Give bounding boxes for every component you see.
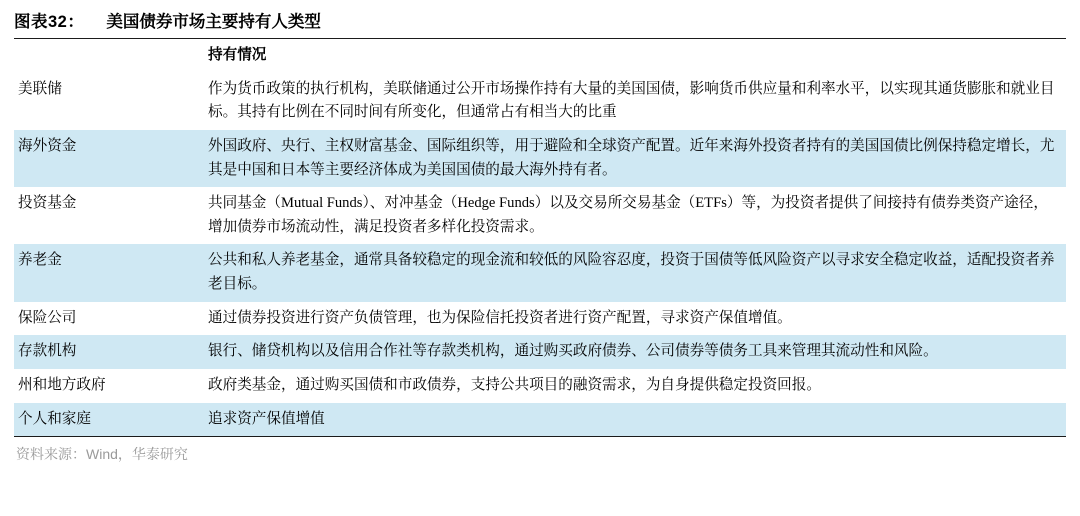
table-row <box>14 302 1066 336</box>
source-note: 资料来源：Wind，华泰研究 <box>16 446 188 463</box>
table-row <box>14 244 1066 301</box>
page-title: 美国债券市场主要持有人类型 <box>106 13 321 31</box>
row-description: 共同基金（Mutual Funds）、对冲基金（Hedge Funds）以及交易所交易基金（ETFs）等，为投资者提供了间接持有债券类资产途径，增加债券市场流动性，满足投资者多样化投资需求。 <box>208 195 1048 235</box>
row-description: 政府类基金，通过购买国债和市政债券，支持公共项目的融资需求，为自身提供稳定投资回报。 <box>208 377 821 394</box>
row-category: 美联储 <box>18 80 62 97</box>
figure-title-row <box>14 0 1066 38</box>
row-description: 公共和私人养老基金，通常具备较稳定的现金流和较低的风险容忍度，投资于国债等低风险资产以寻求安全稳定收益，适配投资者养老目标。 <box>204 244 1066 301</box>
table-row <box>14 187 1066 244</box>
row-description: 银行、储贷机构以及信用合作社等存款类机构，通过购买政府债券、公司债券等债务工具来管理其流动性和风险。 <box>204 335 1066 369</box>
row-description: 外国政府、央行、主权财富基金、国际组织等，用于避险和全球资产配置。近年来海外投资者持有的美国国债比例保持稳定增长，尤其是中国和日本等主要经济体成为美国国债的最大海外持有者。 <box>204 130 1066 187</box>
row-category: 个人和家庭 <box>14 403 204 437</box>
row-description: 追求资产保值增值 <box>204 403 1066 437</box>
row-description: 作为货币政策的执行机构，美联储通过公开市场操作持有大量的美国国债，影响货币供应量和利率水平，以实现其通货膨胀和就业目标。其持有比例在不同时间有所变化，但通常占有相当大的比重 <box>208 80 1055 121</box>
table-header-row <box>14 39 1066 73</box>
column-header-description: 持有情况 <box>208 47 267 63</box>
row-category: 投资基金 <box>18 195 77 212</box>
row-category: 海外资金 <box>14 130 204 187</box>
row-category: 保险公司 <box>18 309 77 326</box>
row-category: 养老金 <box>14 244 204 301</box>
figure-number-label: 图表32： <box>14 13 85 31</box>
table-row <box>14 403 1066 437</box>
table-row <box>14 130 1066 187</box>
holders-table <box>14 39 1066 436</box>
row-category: 州和地方政府 <box>18 377 106 394</box>
row-description: 通过债券投资进行资产负债管理，也为保险信托投资者进行资产配置，寻求资产保值增值。 <box>208 309 792 326</box>
table-row <box>14 369 1066 403</box>
column-header-category <box>14 39 204 73</box>
table-row <box>14 335 1066 369</box>
row-category: 存款机构 <box>14 335 204 369</box>
table-row <box>14 73 1066 130</box>
